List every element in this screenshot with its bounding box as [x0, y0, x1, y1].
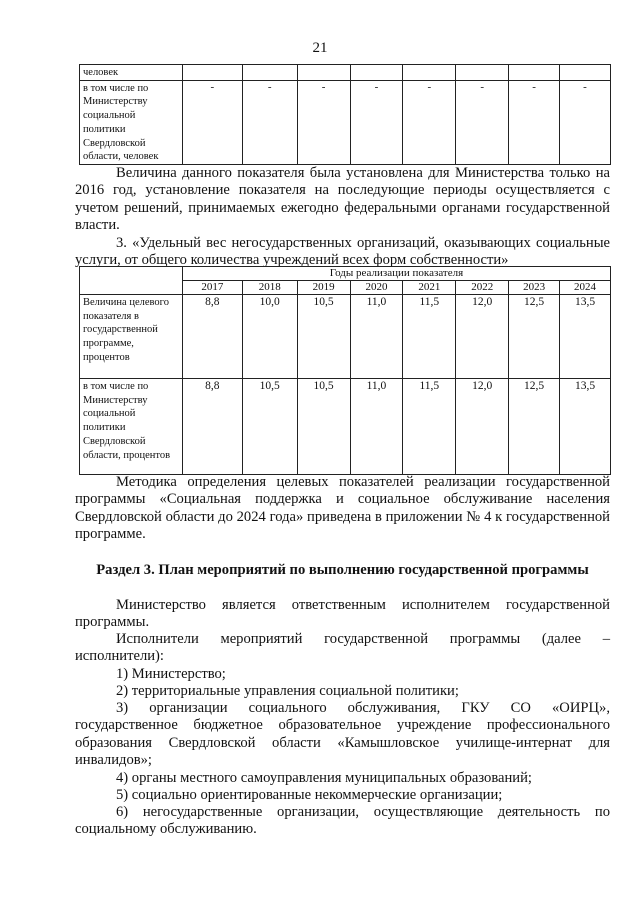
section-heading: Раздел 3. План мероприятий по выполнению государственной программы [96, 562, 589, 578]
table-row [80, 295, 611, 379]
page-number: 21 [312, 40, 328, 56]
table-cell: 11,5 [403, 379, 456, 475]
table-cell [560, 65, 611, 81]
list-item: 6) негосударственные организации, осуществляющие деятельность по социальному обслуживанию. [75, 804, 610, 838]
year-header: 2021 [403, 281, 456, 295]
table-cell: - [560, 80, 611, 164]
year-header: 2020 [350, 281, 403, 295]
table-cell [350, 65, 403, 81]
table-cell: 10,5 [242, 379, 297, 475]
row-label: в том числе по Министерству социальной политики Свердловской области, человек [80, 80, 183, 164]
table-cell: 8,8 [182, 295, 242, 379]
paragraph-responsible: Министерство является ответственным исполнителем государственной программы. [75, 597, 610, 631]
table-cell: 12,5 [509, 379, 560, 475]
row-label: в том числе по Министерству социальной политики Свердловской области, процентов [80, 379, 183, 475]
table-cell: - [509, 80, 560, 164]
year-header: 2018 [242, 281, 297, 295]
table-cell: 10,5 [297, 295, 350, 379]
table-cell: - [242, 80, 297, 164]
indicator-table [79, 266, 611, 475]
table-cell: 8,8 [182, 379, 242, 475]
list-item: 1) Министерство; [116, 666, 226, 682]
table-row [80, 65, 611, 81]
table-row [80, 379, 611, 475]
table-cell [456, 65, 509, 81]
paragraph-executors: Исполнители мероприятий государственной программы (далее – исполнители): [75, 631, 610, 665]
table-continuation [79, 64, 611, 165]
row-label: человек [80, 65, 183, 81]
table-cell: - [350, 80, 403, 164]
table-row [80, 80, 611, 164]
list-item: 2) территориальные управления социальной политики; [116, 683, 459, 699]
year-header: 2024 [560, 281, 611, 295]
table-cell [297, 65, 350, 81]
paragraph-methodology: Методика определения целевых показателей реализации государственной программы «Социальная поддержка и социальное обслуживание населения Свердловской области до 2024 года» приведена в приложении № 4 к государственной программе. [75, 474, 610, 543]
table-cell [509, 65, 560, 81]
year-header: 2023 [509, 281, 560, 295]
paragraph-indicator-note: Величина данного показателя была установлена для Министерства только на 2016 год, установление показателя на последующие периоды осуществляется с учетом решений, принимаемых ежегодно федеральными органами государственной власти. [75, 165, 610, 234]
table-corner [80, 267, 183, 295]
row-label: Величина целевого показателя в государственной программе, процентов [80, 295, 183, 379]
year-header: 2022 [456, 281, 509, 295]
table-cell: - [456, 80, 509, 164]
table-cell: - [297, 80, 350, 164]
table-cell: 10,5 [297, 379, 350, 475]
table-cell: 12,5 [509, 295, 560, 379]
table-cell: 12,0 [456, 379, 509, 475]
table-cell: 11,0 [350, 379, 403, 475]
year-header: 2019 [297, 281, 350, 295]
table-header-row [80, 267, 611, 281]
paragraph-indicator-3: 3. «Удельный вес негосударственных организаций, оказывающих социальные услуги, от общего количества учреждений всех форм собственности» [75, 235, 610, 269]
list-item: 4) органы местного самоуправления муниципальных образований; [116, 770, 532, 786]
table-cell: 13,5 [560, 379, 611, 475]
year-header: 2017 [182, 281, 242, 295]
table-cell: 10,0 [242, 295, 297, 379]
list-item: 3) организации социального обслуживания, ГКУ СО «ОИРЦ», государственное бюджетное образовательное учреждение профессионального образования Свердловской области «Камышловское училище-интернат для инвалидов»; [75, 700, 610, 769]
table-cell: 13,5 [560, 295, 611, 379]
list-item: 5) социально ориентированные некоммерческие организации; [116, 787, 503, 803]
table-cell: 12,0 [456, 295, 509, 379]
table-cell [403, 65, 456, 81]
table-cell: 11,5 [403, 295, 456, 379]
table-cell: - [182, 80, 242, 164]
table-cell [242, 65, 297, 81]
table-cell: - [403, 80, 456, 164]
table-cell [182, 65, 242, 81]
years-header: Годы реализации показателя [182, 267, 610, 281]
table-cell: 11,0 [350, 295, 403, 379]
